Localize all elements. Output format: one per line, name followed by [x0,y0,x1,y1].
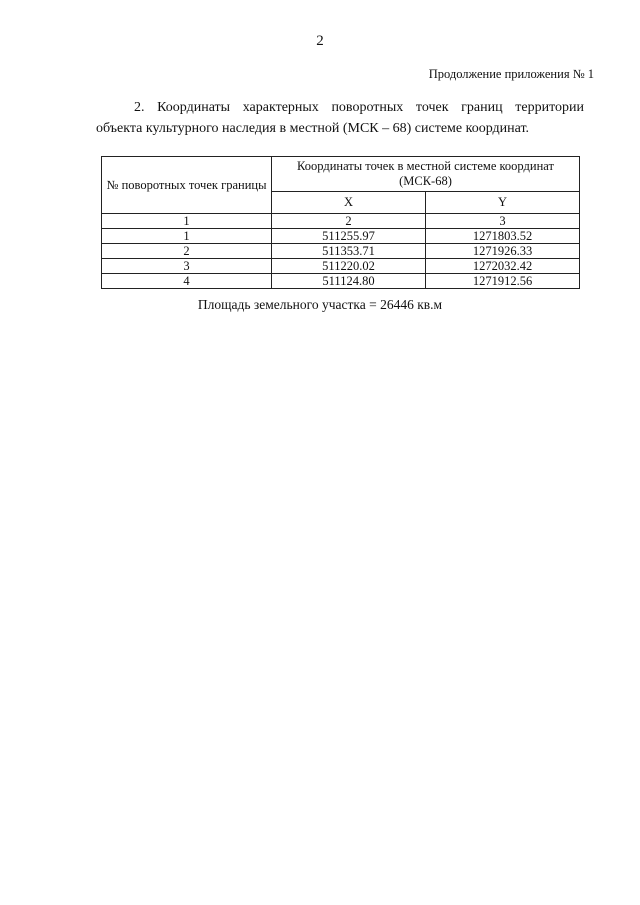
x-coordinate-cell: 511124.80 [272,274,426,289]
section-heading-line-1: 2. Координаты характерных поворотных точек границ территории [134,100,584,115]
y-coordinate-cell: 1272032.42 [426,259,580,274]
table-row [102,229,580,244]
point-number-cell: 1 [102,229,272,244]
page-number: 2 [316,33,324,49]
land-area-text: Площадь земельного участка = 26446 кв.м [197,297,443,312]
y-coordinate-cell: 1271926.33 [426,244,580,259]
point-number-cell: 3 [102,259,272,274]
y-coordinate-cell: 1271912.56 [426,274,580,289]
table-row [102,259,580,274]
column-number: 2 [272,214,426,229]
column-number: 1 [102,214,272,229]
header-coordinates: Координаты точек в местной системе координат (МСК-68) [272,157,580,192]
point-number-cell: 2 [102,244,272,259]
point-number-cell: 4 [102,274,272,289]
table-row [102,244,580,259]
header-x: X [272,191,426,213]
section-heading-line-2: объекта культурного наследия в местной (МСК – 68) системе координат. [96,121,530,136]
header-point-number: № поворотных точек границы [102,157,272,214]
coordinates-table [101,156,580,289]
x-coordinate-cell: 511353.71 [272,244,426,259]
y-coordinate-cell: 1271803.52 [426,229,580,244]
x-coordinate-cell: 511255.97 [272,229,426,244]
table-row [102,274,580,289]
section-heading [96,97,584,139]
header-y: Y [426,191,580,213]
x-coordinate-cell: 511220.02 [272,259,426,274]
appendix-note: Продолжение приложения № 1 [428,67,594,81]
column-number: 3 [426,214,580,229]
